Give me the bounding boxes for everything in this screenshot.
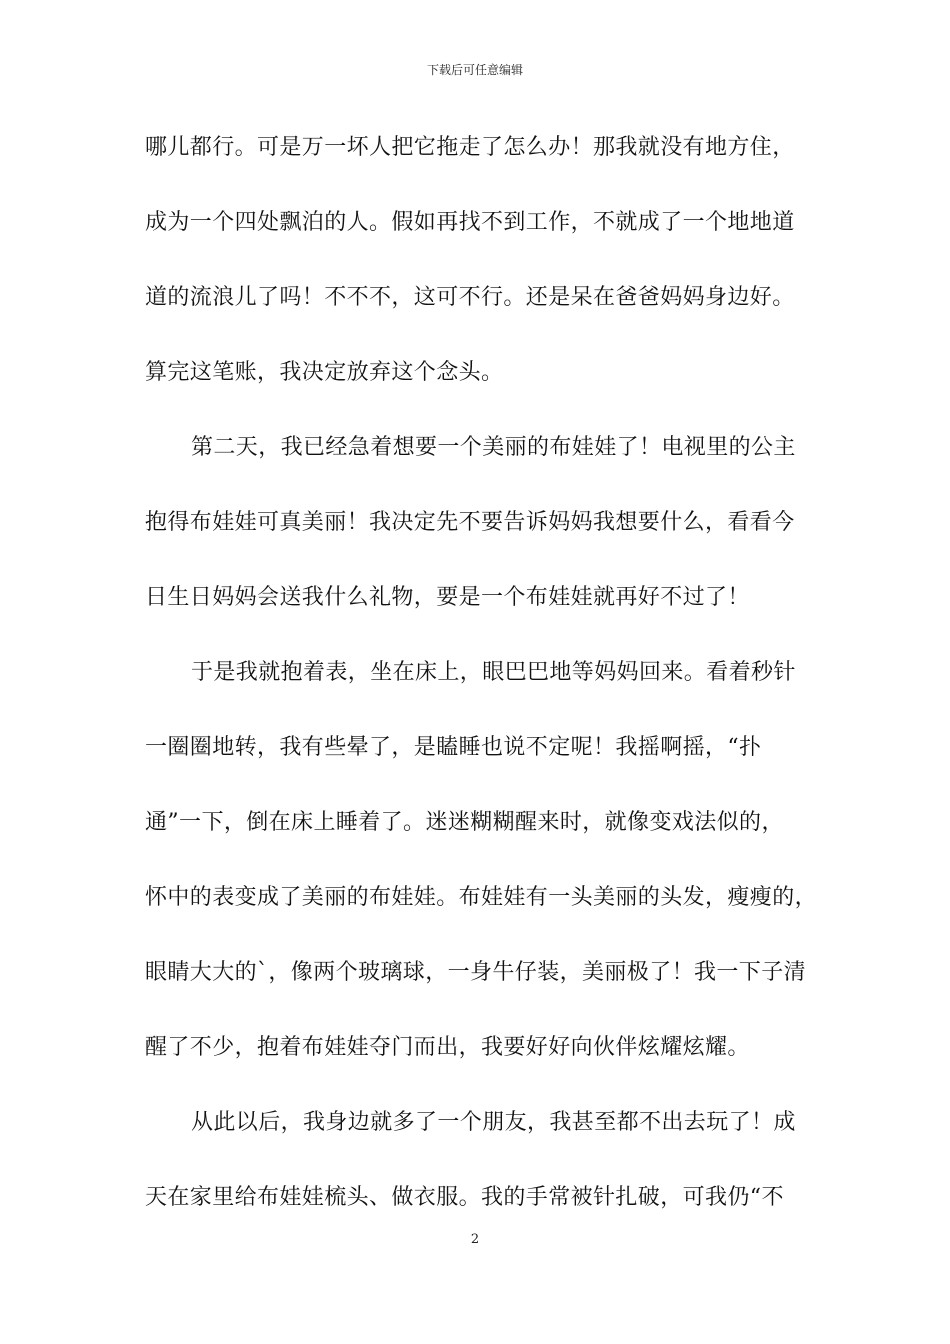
text-line: 成为一个四处飘泊的人。假如再找不到工作，不就成了一个地地道 [145,210,795,235]
text-line: 日生日妈妈会送我什么礼物，要是一个布娃娃就再好不过了！ [145,585,750,610]
text-line: 通”一下，倒在床上睡着了。迷迷糊糊醒来时，就像变戏法似的， [145,810,784,835]
text-line: 算完这笔账，我决定放弃这个念头。 [145,360,504,385]
text-line: 道的流浪儿了吗！不不不，这可不行。还是呆在爸爸妈妈身边好。 [145,285,795,310]
page-header-note: 下载后可任意编辑 [426,63,523,77]
page-number: 2 [470,1232,480,1247]
text-line: 眼睛大大的`，像两个玻璃球，一身牛仔装，美丽极了！我一下子清 [145,960,807,985]
paragraph-first-line: 于是我就抱着表，坐在床上，眼巴巴地等妈妈回来。看着秒针 [191,660,796,685]
text-line: 抱得布娃娃可真美丽！我决定先不要告诉妈妈我想要什么，看看今 [145,510,795,535]
text-line: 天在家里给布娃娃梳头、做衣服。我的手常被针扎破，可我仍“不 [145,1185,784,1210]
paragraph-first-line: 从此以后，我身边就多了一个朋友，我甚至都不出去玩了！成 [191,1110,796,1135]
text-line: 怀中的表变成了美丽的布娃娃。布娃娃有一头美丽的头发，瘦瘦的， [145,885,818,910]
paragraph-first-line: 第二天，我已经急着想要一个美丽的布娃娃了！电视里的公主 [191,435,796,460]
text-line: 醒了不少，抱着布娃娃夺门而出，我要好好向伙伴炫耀炫耀。 [145,1035,750,1060]
text-line: 哪儿都行。可是万一坏人把它拖走了怎么办！那我就没有地方住， [145,135,795,160]
text-line: 一圈圈地转，我有些晕了，是瞌睡也说不定呢！我摇啊摇，“扑 [145,735,762,760]
